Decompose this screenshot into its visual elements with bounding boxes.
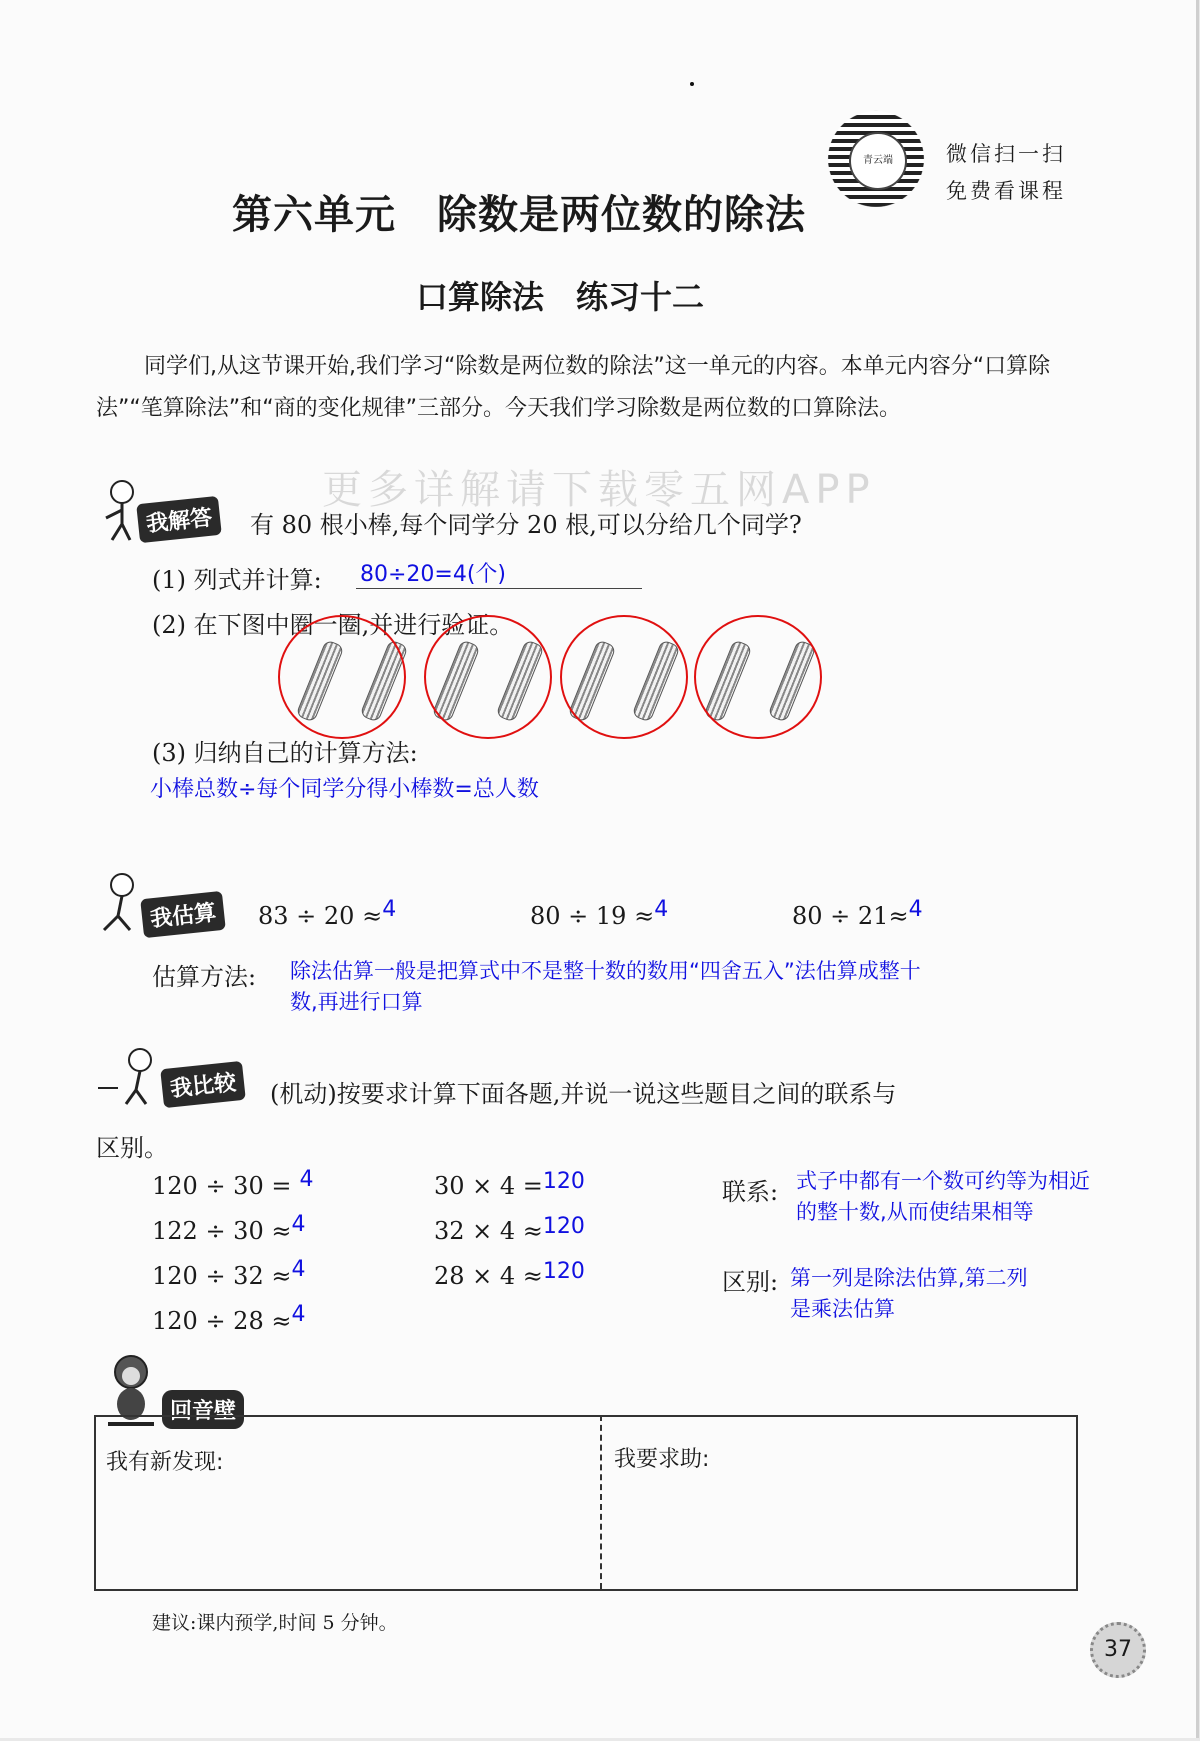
- badge-wo-bijiao: [162, 1065, 244, 1104]
- step2-label: (2) 在下图中圈一圈,并进行验证。: [152, 611, 514, 639]
- lesson-title: 口算除法 练习十二: [416, 278, 705, 316]
- division-expr: 120 ÷ 30 =: [152, 1172, 292, 1200]
- estimate-answer: 4: [908, 897, 923, 922]
- stick-bundles: [270, 615, 830, 745]
- difference-answer-2: 是乘法估算: [790, 1297, 895, 1321]
- division-row: [152, 1167, 314, 1200]
- relation-label: 联系:: [722, 1178, 779, 1206]
- estimate-expr: 80 ÷ 19 ≈: [530, 902, 655, 930]
- division-row: [152, 1257, 306, 1290]
- badge-wo-bijiao-label: 我比较: [160, 1061, 246, 1108]
- badge-echo-wall-label: 回音壁: [162, 1390, 244, 1429]
- multiplication-answer: 120: [542, 1169, 585, 1194]
- division-row: [152, 1212, 306, 1245]
- multiplication-answer: 120: [542, 1214, 585, 1239]
- estimate-method-label: 估算方法:: [152, 963, 257, 991]
- estimate-expr: 83 ÷ 20 ≈: [258, 902, 383, 930]
- relation-answer-1: 式子中都有一个数可约等为相近: [796, 1169, 1090, 1193]
- estimate-item-1: [258, 897, 397, 930]
- estimate-answer: 4: [382, 897, 397, 922]
- division-expr: 120 ÷ 28 ≈: [152, 1307, 292, 1335]
- badge-wo-jieda: [138, 500, 220, 539]
- multiplication-expr: 30 × 4 =: [434, 1172, 543, 1200]
- student-figure-icon: [98, 872, 142, 934]
- division-row: [152, 1302, 306, 1335]
- badge-wo-gusuan-label: 我估算: [140, 891, 226, 938]
- difference-label: 区别:: [722, 1268, 779, 1296]
- intro-paragraph: [96, 346, 1086, 430]
- estimate-item-3: [792, 897, 923, 930]
- qr-caption-line-1: 微信扫一扫: [946, 142, 1066, 166]
- step3-answer: 小棒总数÷每个同学分得小棒数=总人数: [150, 777, 539, 802]
- step1-answer-line: [356, 588, 642, 589]
- step1-label: (1) 列式并计算:: [152, 566, 322, 594]
- section3-question-2: 区别。: [96, 1134, 168, 1162]
- division-answer: 4: [291, 1302, 306, 1327]
- multiplication-row: [434, 1259, 585, 1290]
- estimate-method-answer-2: 数,再进行口算: [290, 990, 423, 1014]
- grouping-circle: [560, 615, 688, 739]
- qr-caption-line-2: 免费看课程: [946, 179, 1066, 203]
- division-expr: 122 ÷ 30 ≈: [152, 1217, 292, 1245]
- division-expr: 120 ÷ 32 ≈: [152, 1262, 292, 1290]
- student-figure-icon: [96, 1046, 156, 1106]
- new-findings-label: 我有新发现:: [106, 1450, 224, 1475]
- section1-question: 有 80 根小棒,每个同学分 20 根,可以分给几个同学?: [250, 511, 802, 539]
- grouping-circle: [424, 615, 552, 739]
- unit-title: 第六单元 除数是两位数的除法: [232, 192, 806, 238]
- multiplication-row: [434, 1169, 585, 1200]
- badge-wo-gusuan: [142, 895, 224, 934]
- student-figure-icon: [100, 478, 142, 542]
- intro-text: 同学们,从这节课开始,我们学习“除数是两位数的除法”这一单元的内容。本单元内容分“口算除法”“笔算除法”和“商的变化规律”三部分。今天我们学习除数是两位数的口算除法。: [96, 354, 1051, 421]
- estimate-expr: 80 ÷ 21≈: [792, 902, 909, 930]
- difference-answer-1: 第一列是除法估算,第二列: [790, 1266, 1028, 1290]
- section3-question-1: (机动)按要求计算下面各题,并说一说这些题目之间的联系与: [270, 1080, 897, 1108]
- grouping-circle: [694, 615, 822, 739]
- estimate-answer: 4: [654, 897, 669, 922]
- estimate-method-answer-1: 除法估算一般是把算式中不是整十数的数用“四舍五入”法估算成整十: [290, 959, 921, 983]
- badge-wo-jieda-label: 我解答: [136, 496, 222, 543]
- multiplication-expr: 28 × 4 ≈: [434, 1262, 543, 1290]
- relation-answer-2: 的整十数,从而使结果相等: [796, 1200, 1034, 1224]
- multiplication-answer: 120: [542, 1259, 585, 1284]
- division-answer: 4: [291, 1257, 306, 1282]
- grouping-circle: [278, 615, 406, 739]
- division-answer: 4: [299, 1167, 314, 1192]
- multiplication-expr: 32 × 4 ≈: [434, 1217, 543, 1245]
- estimate-item-2: [530, 897, 669, 930]
- echo-wall-divider: [600, 1415, 602, 1589]
- division-answer: 4: [291, 1212, 306, 1237]
- ask-help-label: 我要求助:: [614, 1447, 710, 1472]
- step3-label: (3) 归纳自己的计算方法:: [152, 739, 418, 767]
- multiplication-row: [434, 1214, 585, 1245]
- dot-mark: [690, 82, 694, 86]
- new-findings-area[interactable]: [100, 1480, 592, 1580]
- step1-answer: 80÷20=4(个): [360, 562, 507, 587]
- page-number: 37: [1090, 1622, 1146, 1678]
- qr-caption: [946, 136, 1066, 210]
- watermark-text: 更多详解请下载零五网APP: [322, 467, 876, 513]
- qr-logo: 青云端: [849, 132, 907, 190]
- ask-help-area[interactable]: [610, 1480, 1066, 1580]
- suggestion-note: 建议:课内预学,时间 5 分钟。: [152, 1612, 398, 1634]
